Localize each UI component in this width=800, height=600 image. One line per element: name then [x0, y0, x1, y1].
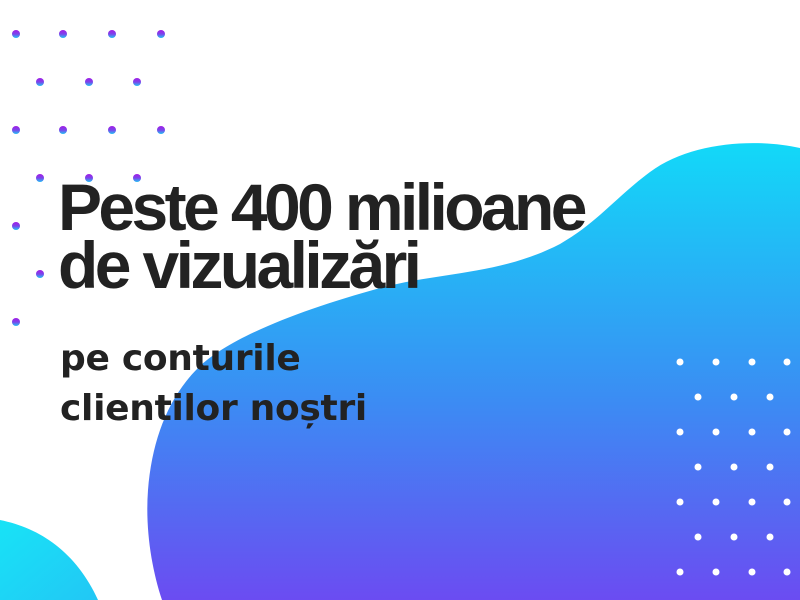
headline-line-2: de vizualizări — [58, 228, 419, 302]
headline — [58, 170, 584, 302]
headline-line-1: Peste 400 milioane — [58, 170, 584, 244]
subheadline-line-2: clientilor noștri — [60, 388, 367, 429]
corner-blob — [0, 520, 98, 600]
subheadline-line-1: pe conturile — [60, 338, 301, 379]
subheadline — [60, 334, 367, 434]
